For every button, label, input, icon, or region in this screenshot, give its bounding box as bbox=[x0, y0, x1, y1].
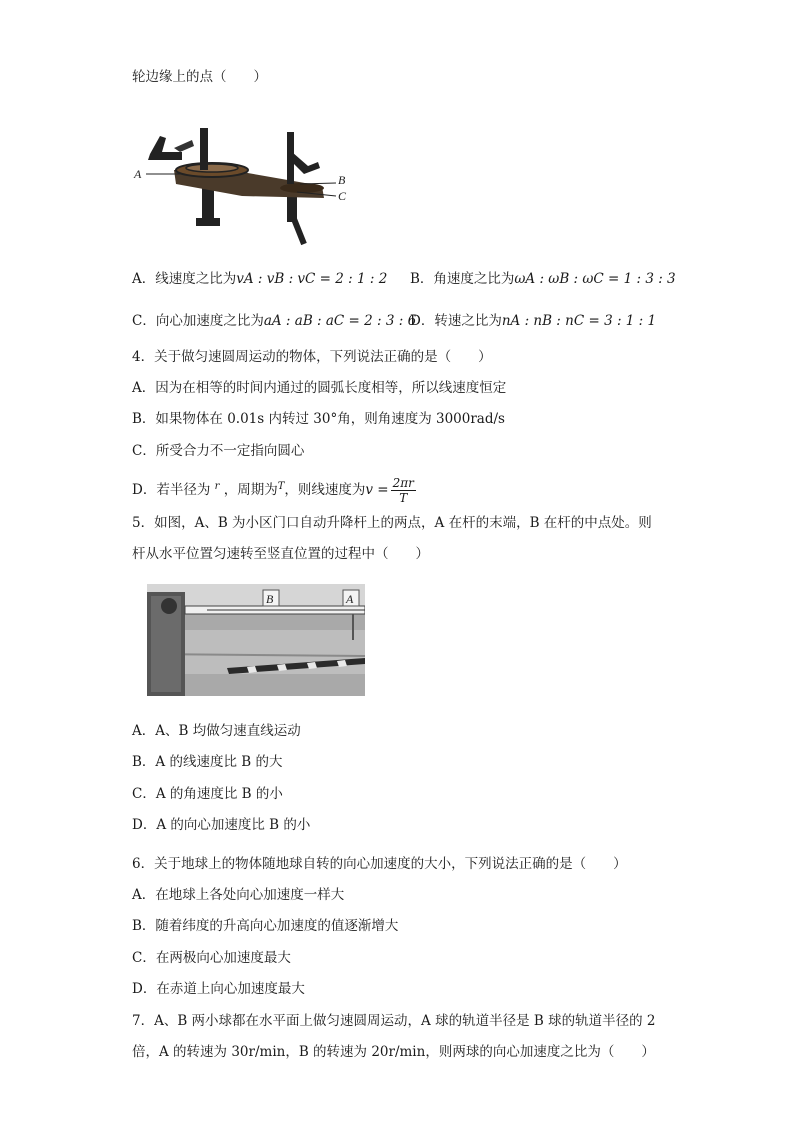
transmission-figure bbox=[132, 126, 364, 246]
q4-option-d-part3: ，则线速度为 bbox=[284, 482, 366, 498]
q3-option-b bbox=[410, 270, 676, 288]
q3-option-a-prefix: A．线速度之比为 bbox=[132, 271, 237, 287]
q5-option-d: D．A 的向心加速度比 B 的小 bbox=[132, 817, 311, 833]
figure-label-c: C bbox=[338, 189, 347, 203]
photo-label-b: B bbox=[266, 592, 274, 606]
q4-option-d-lhs: v = bbox=[365, 482, 389, 498]
q6-stem: 6．关于地球上的物体随地球自转的向心加速度的大小，下列说法正确的是（ ） bbox=[132, 856, 627, 872]
q4-option-d-r: r bbox=[214, 481, 220, 492]
q3-option-c bbox=[132, 312, 416, 330]
q4-option-d-part2: ，周期为 bbox=[223, 482, 278, 498]
q3-option-c-expr: aA : aB : aC = 2 : 3 : 6 bbox=[263, 313, 417, 329]
q6-option-d: D．在赤道上向心加速度最大 bbox=[132, 981, 305, 997]
q7-stem-line2: 倍，A 的转速为 30r/min，B 的转速为 20r/min，则两球的向心加速度之比为（ ） bbox=[132, 1044, 655, 1060]
q4-option-c: C．所受合力不一定指向圆心 bbox=[132, 443, 305, 459]
q3-stem-tail: 轮边缘上的点（ ） bbox=[132, 69, 267, 85]
q6-option-a: A．在地球上各处向心加速度一样大 bbox=[132, 887, 345, 903]
q3-option-d-expr: nA : nB : nC = 3 : 1 : 1 bbox=[501, 313, 657, 329]
fraction-numerator: 2πr bbox=[392, 476, 414, 490]
q3-option-d-prefix: D．转速之比为 bbox=[410, 313, 502, 329]
q4-option-d bbox=[132, 476, 416, 505]
q6-option-b: B．随着纬度的升高向心加速度的值逐渐增大 bbox=[132, 918, 399, 934]
q5-option-a: A．A、B 均做匀速直线运动 bbox=[132, 723, 301, 739]
fraction-denominator: T bbox=[399, 491, 408, 505]
q5-stem-line1: 5．如图，A、B 为小区门口自动升降杆上的两点，A 在杆的末端，B 在杆的中点处。则 bbox=[132, 515, 652, 531]
figure-label-b: B bbox=[338, 173, 346, 187]
q4-stem: 4．关于做匀速圆周运动的物体，下列说法正确的是（ ） bbox=[132, 349, 492, 365]
photo-label-a: A bbox=[346, 592, 354, 606]
q4-option-d-fraction bbox=[391, 476, 416, 505]
q4-option-d-t: T bbox=[277, 481, 285, 492]
q3-option-b-prefix: B．角速度之比为 bbox=[410, 271, 515, 287]
barrier-gate-photo bbox=[147, 584, 365, 696]
q4-option-d-part1: D．若半径为 bbox=[132, 482, 211, 498]
q3-option-b-expr: ωA : ωB : ωC = 1 : 3 : 3 bbox=[514, 271, 676, 287]
q5-stem-line2: 杆从水平位置匀速转至竖直位置的过程中（ ） bbox=[132, 546, 429, 562]
q3-option-a bbox=[132, 270, 387, 288]
q4-option-b: B．如果物体在 0.01s 内转过 30°角，则角速度为 3000rad/s bbox=[132, 411, 505, 427]
figure-label-a: A bbox=[134, 167, 142, 181]
q3-option-a-expr: vA : vB : vC = 2 : 1 : 2 bbox=[236, 271, 388, 287]
q3-option-d bbox=[410, 312, 656, 330]
q6-option-c: C．在两极向心加速度最大 bbox=[132, 950, 291, 966]
q5-option-b: B．A 的线速度比 B 的大 bbox=[132, 754, 283, 770]
q7-stem-line1: 7．A、B 两小球都在水平面上做匀速圆周运动，A 球的轨道半径是 B 球的轨道半径的 2 bbox=[132, 1013, 656, 1029]
q4-option-a: A．因为在相等的时间内通过的圆弧长度相等，所以线速度恒定 bbox=[132, 380, 507, 396]
q3-option-c-prefix: C．向心加速度之比为 bbox=[132, 313, 264, 329]
q5-option-c: C．A 的角速度比 B 的小 bbox=[132, 786, 283, 802]
